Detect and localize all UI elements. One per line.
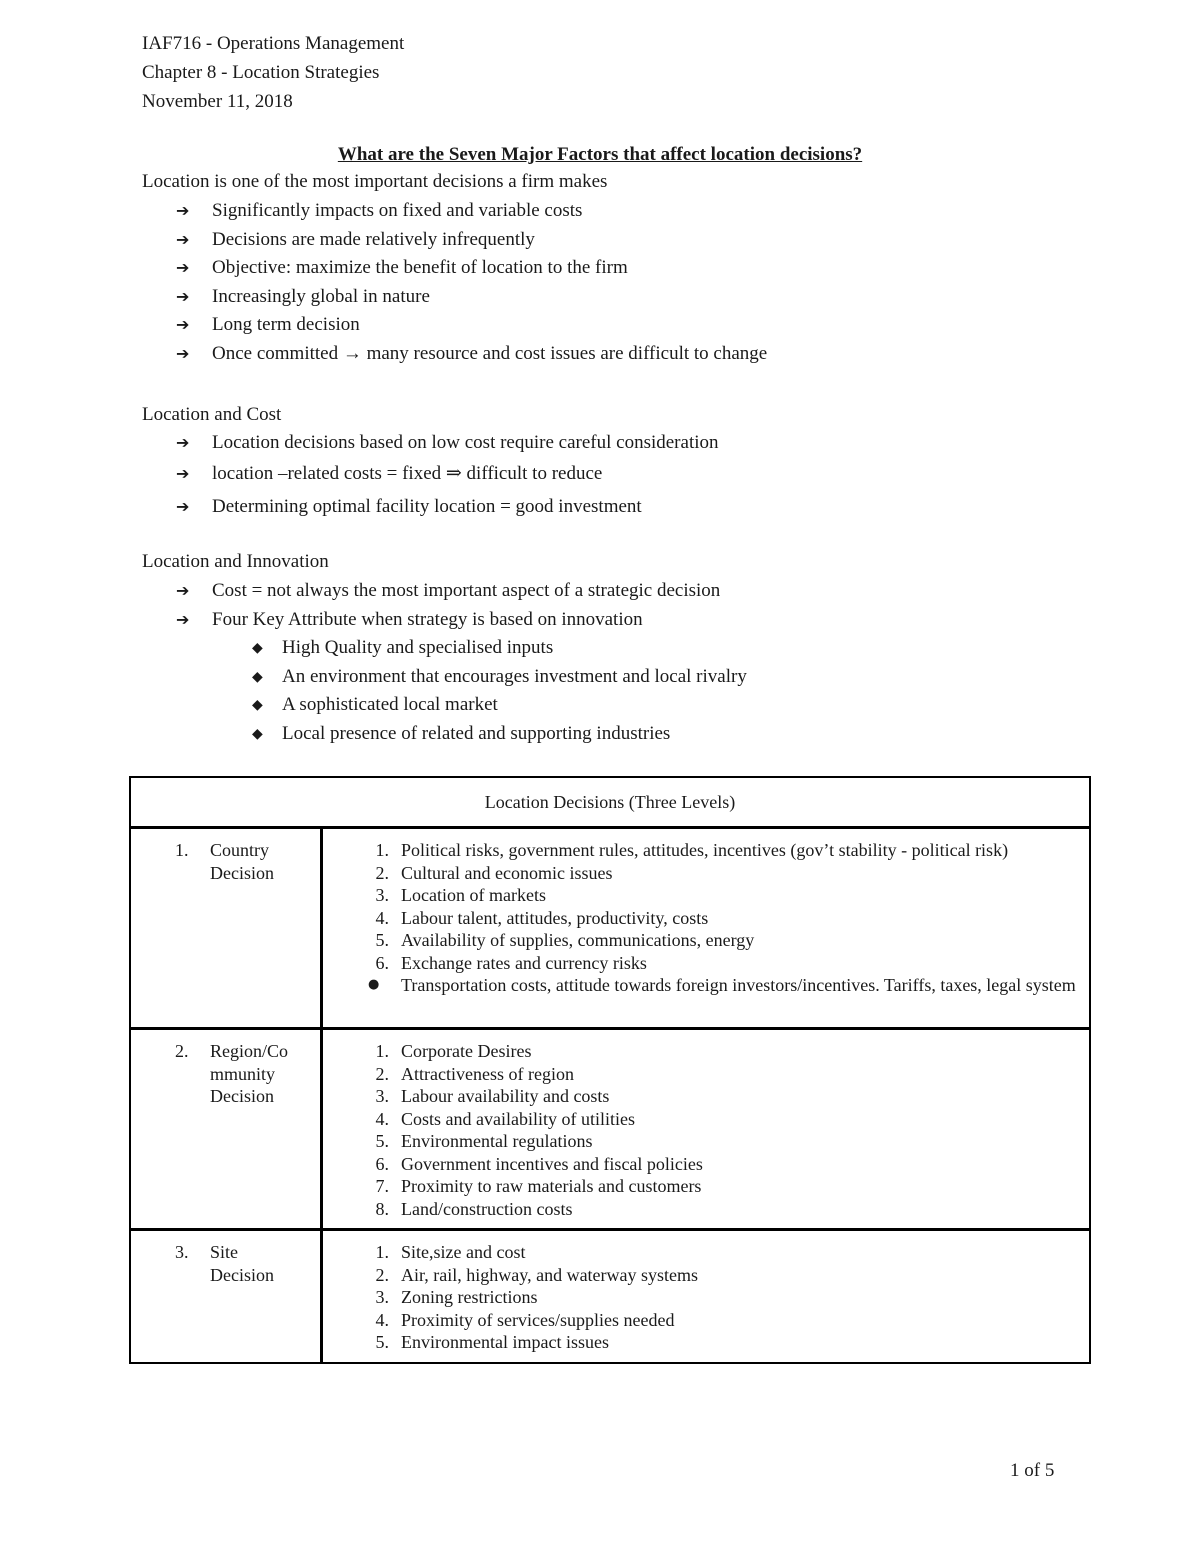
table-heading: Location Decisions (Three Levels) — [130, 777, 1090, 828]
innovation-sublist-wrapper — [142, 634, 747, 748]
list-item: ➔ Significantly impacts on fixed and variable costs — [142, 197, 767, 226]
list-item: ➔ location –related costs = fixed ⇒ difficult to reduce — [142, 458, 719, 490]
list-item: 8. Land/construction costs — [375, 1198, 573, 1219]
list-item: ● Transportation costs, attitude towards foreign investors/incentives. Tariffs, taxes, legal system — [368, 975, 1076, 995]
list-item: ➔ Four Key Attribute when strategy is based on innovation — [142, 606, 747, 635]
list-item: 5. Environmental impact issues — [375, 1332, 609, 1352]
table-row — [130, 1029, 1090, 1230]
list-item: 2. Air, rail, highway, and waterway systems — [375, 1264, 699, 1285]
level-name: Country Decision — [210, 840, 274, 883]
diamond-bullet-icon: ◆ — [252, 697, 263, 713]
document-header — [142, 29, 404, 116]
list-item: ➔ Determining optimal facility location = good investment — [142, 490, 719, 522]
level-number: 1. — [175, 840, 189, 860]
arrow-right-icon: ➔ — [176, 581, 190, 600]
arrow-right-icon: ➔ — [176, 343, 190, 363]
list-item: ◆ An environment that encourages investment and local rivalry — [142, 663, 747, 692]
list-item: 3. Location of markets — [375, 885, 546, 905]
factors-cell — [322, 828, 1091, 1029]
list-item: ◆ Local presence of related and supporting industries — [142, 720, 747, 749]
cost-list — [142, 429, 719, 522]
course-title: IAF716 - Operations Management — [142, 33, 405, 54]
list-item: 4. Labour talent, attitudes, productivity, costs — [375, 907, 709, 928]
arrow-right-icon: ➔ — [176, 229, 190, 249]
intro-list — [142, 197, 767, 368]
factors-list — [323, 1231, 1089, 1362]
arrow-right-icon: ➔ — [176, 463, 190, 483]
list-item: ➔ Once committed → many resource and cost issues are difficult to change — [142, 340, 767, 369]
factors-list — [323, 829, 1089, 1005]
innovation-sublist — [142, 634, 747, 748]
innovation-list — [142, 577, 747, 748]
arrow-right-icon: ➔ — [176, 258, 190, 277]
level-number: 3. — [175, 1242, 189, 1262]
page-title: What are the Seven Major Factors that affect location decisions? — [337, 144, 863, 165]
arrow-right-icon: ➔ — [176, 201, 190, 220]
list-item: 2. Cultural and economic issues — [375, 862, 613, 883]
factors-list — [323, 1030, 1089, 1228]
table-row — [130, 1230, 1090, 1363]
list-item: ➔ Location decisions based on low cost require careful consideration — [142, 429, 719, 458]
table-header-row — [130, 777, 1090, 828]
factors-cell — [322, 1230, 1091, 1363]
list-item: 3. Labour availability and costs — [375, 1086, 610, 1106]
level-number: 2. — [175, 1041, 189, 1061]
arrow-right-icon: ➔ — [176, 433, 190, 452]
list-item: 1. Site,size and cost — [375, 1242, 526, 1262]
list-item: ➔ Objective: maximize the benefit of location to the firm — [142, 254, 767, 283]
diamond-bullet-icon: ◆ — [252, 725, 263, 742]
chapter-title: Chapter 8 - Location Strategies — [142, 62, 380, 83]
list-item: 4. Proximity of services/supplies needed — [375, 1309, 675, 1330]
document-date: November 11, 2018 — [142, 91, 293, 112]
list-item: 5. Availability of supplies, communications, energy — [375, 930, 755, 950]
table-row — [130, 828, 1090, 1029]
level-name: Region/Community Decision — [210, 1041, 289, 1106]
list-item: 1. Corporate Desires — [375, 1041, 532, 1061]
arrow-right-icon: ➔ — [176, 609, 190, 629]
location-decisions-table — [129, 776, 1091, 1364]
level-name: Site Decision — [210, 1242, 274, 1285]
list-item: 6. Government incentives and fiscal policies — [375, 1153, 703, 1174]
page-number: 1 of 5 — [1010, 1460, 1055, 1481]
cost-heading: Location and Cost — [142, 404, 282, 425]
diamond-bullet-icon: ◆ — [252, 668, 263, 685]
arrow-right-icon: ➔ — [176, 315, 190, 334]
level-cell — [130, 1230, 322, 1363]
list-item: ◆ High Quality and specialised inputs — [142, 634, 747, 663]
level-cell — [130, 828, 322, 1029]
list-item: 4. Costs and availability of utilities — [375, 1108, 635, 1129]
list-item: 7. Proximity to raw materials and customers — [375, 1176, 702, 1196]
list-item: ➔ Decisions are made relatively infrequently — [142, 226, 767, 255]
list-item: 2. Attractiveness of region — [375, 1063, 574, 1084]
list-item: 1. Political risks, government rules, attitudes, incentives (gov’t stability - political risk) — [375, 840, 1009, 860]
bullet-icon: ● — [368, 977, 380, 992]
list-item: 6. Exchange rates and currency risks — [375, 952, 647, 973]
level-cell — [130, 1029, 322, 1230]
innovation-heading: Location and Innovation — [142, 551, 329, 572]
list-item: ➔ Long term decision — [142, 311, 767, 340]
list-item: 3. Zoning restrictions — [375, 1287, 538, 1307]
arrow-right-icon: ➔ — [176, 286, 190, 306]
list-item: ◆ A sophisticated local market — [142, 691, 747, 720]
diamond-bullet-icon: ◆ — [252, 640, 263, 656]
factors-cell — [322, 1029, 1091, 1230]
list-item: ➔ Cost = not always the most important aspect of a strategic decision — [142, 577, 747, 606]
arrow-right-icon: ➔ — [176, 496, 190, 516]
list-item: ➔ Increasingly global in nature — [142, 283, 767, 312]
list-item: 5. Environmental regulations — [375, 1131, 593, 1151]
intro-heading: Location is one of the most important decisions a firm makes — [142, 171, 608, 192]
